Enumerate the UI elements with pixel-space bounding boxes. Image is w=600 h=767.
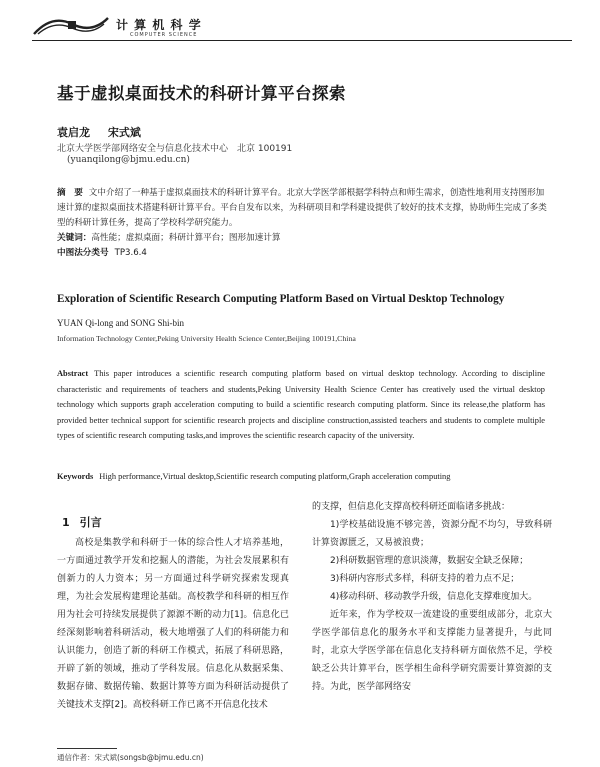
author-2: 宋式斌 <box>107 126 141 139</box>
paper-title-cn: 基于虚拟桌面技术的科研计算平台探索 <box>57 84 346 103</box>
body-column-left <box>57 534 289 714</box>
body-paragraph-lead: 的支撑，但信息化支撑高校科研还面临诸多挑战： <box>312 502 511 512</box>
journal-logo-icon <box>32 12 110 38</box>
journal-name: 计 算 机 科 学 <box>116 18 202 32</box>
footnote: 通信作者：宋式斌(songsb@bjmu.edu.cn) <box>57 753 204 762</box>
abstract-cn-label: 摘 要 <box>57 188 83 198</box>
body-paragraph: 高校是集教学和科研于一体的综合性人才培养基地，一方面通过教学开发和挖掘人的潜能，为社会发展累积有创新力的人力资本；另一方面通过科学研究探索发现真理，为社会发展构建理论基础。高校教学和科研的相互作用为社会可持续发展提供了源源不断的动力[1]。信息化已经深刻影响着科研活动，极大地增强了人们的科研能力和认识能力，创造了新的科研工作模式，拓展了科研思路，开辟了新的领域，推动了学科发展。信息化从数据采集、数据存储、数据传输、数据计算等方面为科研活动提供了关键技术支撑[2]。高校科研工作已离不开信息化技术 <box>57 538 289 710</box>
footnote-divider <box>57 748 117 749</box>
abstract-en <box>57 366 545 444</box>
journal-header <box>32 10 572 50</box>
list-item: 3)科研内容形式多样，科研支持的着力点不足； <box>330 574 520 584</box>
author-list <box>57 124 141 140</box>
list-item: 1)学校基础设施不够完善，资源分配不均匀，导致科研计算资源匮乏，又易被浪费； <box>312 520 552 548</box>
author-1: 袁启龙 <box>57 126 90 139</box>
section-title: 引言 <box>79 516 102 529</box>
list-item: 4)移动科研、移动教学升级，信息化支撑难度加大。 <box>330 592 538 602</box>
keywords-en <box>57 472 557 481</box>
list-item: 2)科研数据管理的意识淡薄，数据安全缺乏保障； <box>330 556 529 566</box>
keywords-en-text: High performance,Virtual desktop,Scientific research computing platform,Graph acceleration computing <box>99 472 451 481</box>
keywords-en-label: Keywords <box>57 472 94 481</box>
clc-number <box>57 246 147 258</box>
journal-subtitle: COMPUTER SCIENCE <box>130 32 198 38</box>
paper-title-en: Exploration of Scientific Research Computing Platform Based on Virtual Desktop Technology <box>57 293 505 305</box>
section-heading <box>62 514 102 530</box>
keywords-cn <box>57 231 280 243</box>
affiliation-cn: 北京大学医学部网络安全与信息化技术中心 北京 100191 <box>57 144 293 154</box>
clc-label: 中图法分类号 <box>57 248 109 258</box>
clc-value: TP3.6.4 <box>114 248 147 258</box>
abstract-en-label: Abstract <box>57 369 89 378</box>
keywords-cn-text: 高性能；虚拟桌面；科研计算平台；图形加速计算 <box>91 233 281 243</box>
abstract-en-text: This paper introduces a scientific research computing platform based on virtual desktop technology. According to discipline characteristic and requirements of teachers and students,Peking University Health Science Center has creatively used the virtual desktop technology which supports graph acceleration computing to build a scientific research computing platform. Since its release,the platform has provided better technical support for scientific research projects and discipline construction,assisted teachers and students to complete multiple types of scientific research computing tasks,and improves the scientific research capacity of the university. <box>57 369 545 441</box>
abstract-cn-text: 文中介绍了一种基于虚拟桌面技术的科研计算平台。北京大学医学部根据学科特点和师生需求，创造性地利用支持图形加速计算的虚拟桌面技术搭建科研计算平台。平台自发布以来，为科研项目和学科建设提供了较好的技术支撑，协助师生完成了多类型的科研计算任务，提高了学校科学研究能力。 <box>57 188 547 228</box>
author-email: (yuanqilong@bjmu.edu.cn) <box>67 155 190 165</box>
keywords-cn-label: 关键词： <box>57 233 92 243</box>
body-column-right <box>312 498 552 696</box>
abstract-cn <box>57 186 547 231</box>
affiliation-en: Information Technology Center,Peking University Health Science Center,Beijing 100191,China <box>57 334 356 343</box>
body-paragraph: 近年来，作为学校双一流建设的重要组成部分，北京大学医学部信息化的服务水平和支撑能力显著提升，与此同时，北京大学医学部在信息化支持科研方面依然不足，学校缺乏公共计算平台，医学相生命科学研究需要计算资源的支持。为此，医学部网络安 <box>312 610 552 692</box>
author-list-en: YUAN Qi-long and SONG Shi-bin <box>57 318 184 328</box>
header-divider <box>32 40 572 41</box>
section-number: 1 <box>62 516 70 529</box>
